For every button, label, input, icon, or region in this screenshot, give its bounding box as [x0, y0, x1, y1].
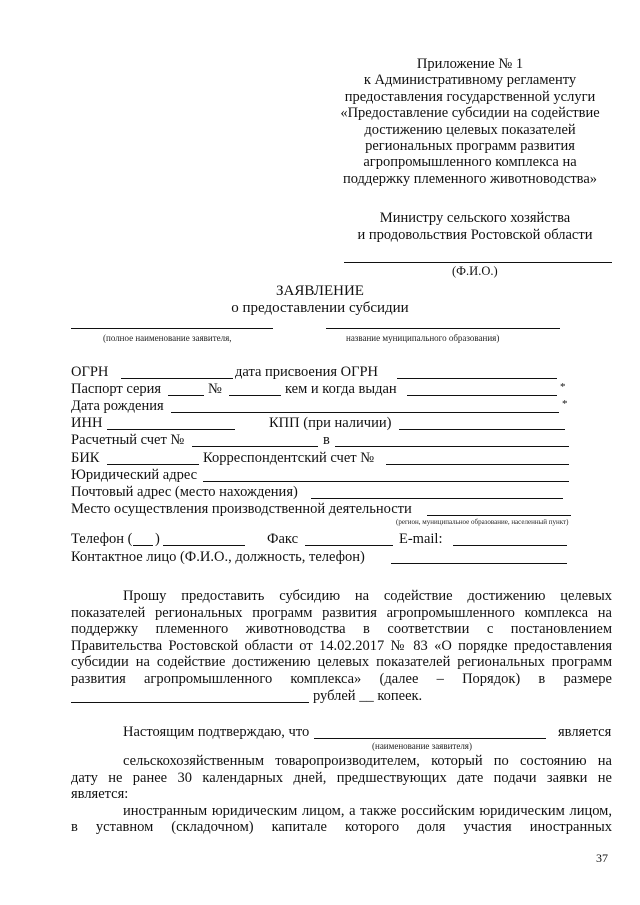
- request-line: показателей региональных программ развития агропромышленного комплекса на: [71, 604, 612, 621]
- legal-address-label: Юридический адрес: [71, 467, 198, 483]
- confirm-line: в уставном (складочном) капитале которого доля участия иностранных: [71, 819, 612, 836]
- confirm-line: иностранным юридическим лицом, а также российским юридическим лицом,: [123, 802, 612, 819]
- ogrn-label: ОГРН: [71, 364, 109, 380]
- page-number: 37: [596, 851, 608, 865]
- bik-field[interactable]: [107, 464, 199, 465]
- row-inn: [71, 415, 612, 433]
- inn-label: ИНН: [71, 415, 103, 431]
- account-bank-label: в: [323, 432, 330, 448]
- row-activity-place: [71, 501, 612, 519]
- fio-caption: (Ф.И.О.): [452, 264, 498, 278]
- row-postal-address: [71, 484, 612, 502]
- addressee-line: и продовольствия Ростовской области: [357, 227, 593, 243]
- annex-line: «Предоставление субсидии на содействие: [340, 105, 600, 122]
- confirm-lead: Настоящим подтверждаю, что: [123, 724, 310, 740]
- confirm-paragraph: [71, 753, 612, 836]
- annex-header: [320, 56, 620, 187]
- account-bank-field[interactable]: [335, 446, 569, 447]
- row-contacts: [71, 531, 612, 549]
- addressee-block: [330, 210, 620, 244]
- account-label: Расчетный счет №: [71, 432, 185, 448]
- email-field[interactable]: [453, 545, 567, 546]
- row-bik: [71, 450, 612, 468]
- amount-field[interactable]: [71, 702, 309, 703]
- annex-line: предоставления государственной услуги: [344, 88, 596, 105]
- applicant-name-line[interactable]: [71, 328, 273, 329]
- account-field[interactable]: [192, 446, 318, 447]
- postal-address-label: Почтовый адрес (место нахождения): [71, 484, 298, 500]
- fio-line[interactable]: [344, 262, 612, 263]
- activity-place-label: Место осуществления производственной деятельности: [71, 501, 412, 517]
- annex-line: к Административному регламенту: [363, 72, 577, 89]
- fax-label: Факс: [267, 531, 299, 547]
- required-star: *: [562, 398, 568, 410]
- municipality-name-caption: название муниципального образования): [346, 333, 500, 343]
- addressee-line: Министру сельского хозяйства: [379, 210, 571, 226]
- bik-label: БИК: [71, 450, 100, 466]
- contact-person-label: Контактное лицо (Ф.И.О., должность, телефон): [71, 549, 365, 565]
- request-line: субсидии на содействие достижению целевых показателей региональных программ: [71, 654, 612, 671]
- birth-date-label: Дата рождения: [71, 398, 164, 414]
- ogrn-date-label: дата присвоения ОГРН: [235, 364, 379, 380]
- corr-account-label: Корреспондентский счет №: [203, 450, 375, 466]
- legal-address-field[interactable]: [203, 481, 569, 482]
- row-ogrn: [71, 364, 612, 382]
- document-title: ЗАЯВЛЕНИЕ: [276, 283, 364, 299]
- row-legal-address: [71, 467, 612, 485]
- passport-number-label: №: [208, 381, 222, 397]
- request-line: поддержку племенного животноводства в соответствии с постановлением: [71, 621, 612, 638]
- activity-place-caption: (регион, муниципальное образование, населенный пункт): [396, 518, 569, 526]
- confirm-applicant-field[interactable]: [314, 738, 546, 739]
- contact-person-field[interactable]: [391, 563, 567, 564]
- confirm-line: сельскохозяйственным товаропроизводителем, который по состоянию на: [123, 753, 612, 769]
- inn-field[interactable]: [107, 429, 235, 430]
- passport-number-field[interactable]: [229, 395, 281, 396]
- passport-series-field[interactable]: [168, 395, 204, 396]
- annex-line: поддержку племенного животноводства»: [342, 170, 598, 187]
- phone-label: Телефон (: [71, 531, 133, 547]
- fax-field[interactable]: [305, 545, 393, 546]
- annex-line: агропромышленного комплекса на: [363, 154, 577, 171]
- required-star: *: [560, 381, 566, 393]
- document-subtitle: о предоставлении субсидии: [231, 300, 409, 316]
- ogrn-date-field[interactable]: [397, 378, 557, 379]
- corr-account-field[interactable]: [386, 464, 569, 465]
- request-paragraph: [71, 588, 612, 688]
- request-line: развития агропромышленного комплекса» (далее – Порядок) в размере: [71, 670, 612, 687]
- request-line: Прошу предоставить субсидию на содействие достижению целевых: [123, 588, 612, 604]
- annex-line: достижению целевых показателей: [364, 121, 576, 138]
- amount-currency-text: рублей __ копеек.: [313, 688, 423, 704]
- row-birth-date: [71, 398, 612, 416]
- passport-issued-label: кем и когда выдан: [285, 381, 397, 397]
- row-contact-person: [71, 549, 612, 567]
- request-line: Правительства Ростовской области от 14.02.2017 № 83 «О порядке предоставления: [71, 637, 612, 654]
- phone-field[interactable]: [163, 545, 245, 546]
- municipality-name-line[interactable]: [326, 328, 560, 329]
- email-label: E-mail:: [399, 531, 443, 547]
- kpp-label: КПП (при наличии): [269, 415, 392, 431]
- birth-date-field[interactable]: [171, 412, 559, 413]
- activity-place-field[interactable]: [427, 515, 571, 516]
- ogrn-field[interactable]: [121, 378, 233, 379]
- phone-code-field[interactable]: [133, 545, 153, 546]
- phone-close-paren: ): [155, 531, 160, 547]
- confirm-tail: является: [558, 724, 612, 740]
- annex-line: региональных программ развития: [365, 138, 575, 155]
- row-passport: [71, 381, 612, 399]
- confirm-line: является:: [71, 786, 129, 803]
- passport-series-label: Паспорт серия: [71, 381, 162, 397]
- postal-address-field[interactable]: [311, 498, 563, 499]
- applicant-name-caption: (полное наименование заявителя,: [103, 333, 232, 343]
- confirm-caption: (наименование заявителя): [372, 741, 472, 751]
- annex-line: Приложение № 1: [416, 56, 524, 72]
- passport-issued-field[interactable]: [407, 395, 557, 396]
- confirm-line: дату не ранее 30 календарных дней, предшествующих дате подачи заявки не: [71, 769, 612, 786]
- kpp-field[interactable]: [399, 429, 565, 430]
- row-account: [71, 432, 612, 450]
